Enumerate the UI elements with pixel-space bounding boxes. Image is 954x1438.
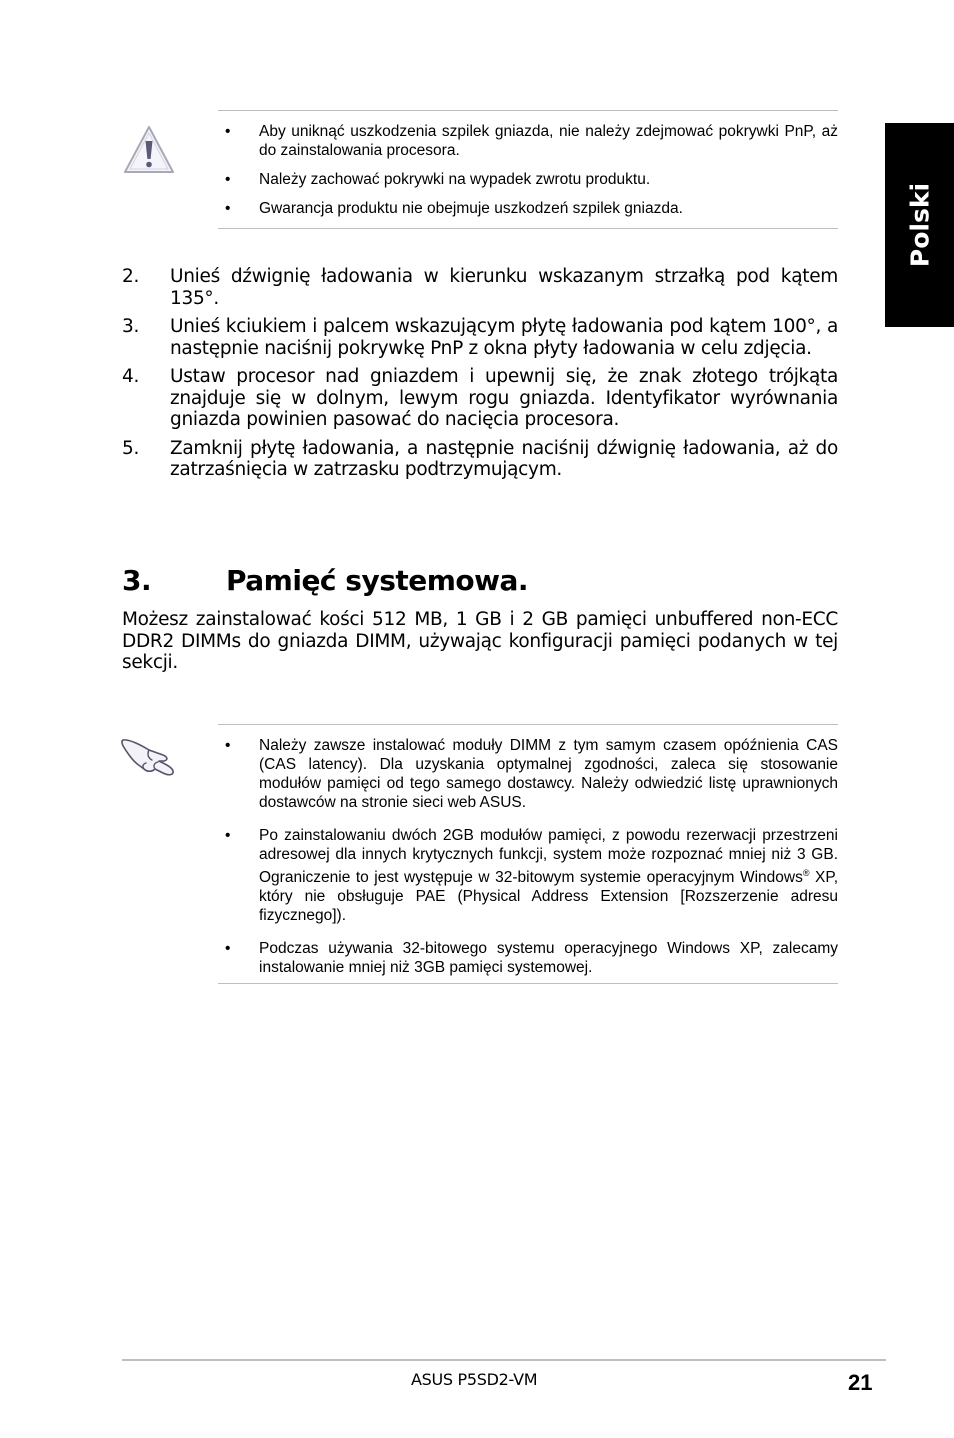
step-text: Unieś dźwignię ładowania w kierunku wskazanym strzałką pod kątem 135°. xyxy=(170,266,838,309)
installation-steps xyxy=(122,266,838,488)
step-number: 4. xyxy=(122,366,140,387)
section-number: 3. xyxy=(122,564,152,597)
caution-notice xyxy=(218,110,838,229)
caution-item-text: Gwarancja produktu nie obejmuje uszkodzeń szpilek gniazda. xyxy=(259,200,683,217)
pointing-hand-icon xyxy=(119,736,177,778)
section-body: Możesz zainstalować kości 512 MB, 1 GB i 2 GB pamięci unbuffered non-ECC DDR2 DIMMs do gniazda DIMM, używając konfiguracji pamięci podanych w tej sekcji. xyxy=(122,609,838,673)
caution-item xyxy=(218,199,838,218)
note-item-text-cont: XP, który nie obsługuje PAE (Physical Address Extension [Rozszerzenie adresu fizycznego]). xyxy=(259,869,838,925)
step-number: 3. xyxy=(122,316,140,337)
step-number: 5. xyxy=(122,437,140,459)
note-item-text: Podczas używania 32-bitowego systemu operacyjnego Windows XP, zalecamy instalowanie mniej niż 3GB pamięci systemowej. xyxy=(259,940,838,977)
caution-item xyxy=(218,122,838,160)
bullet: • xyxy=(225,827,231,844)
note-item-text: Po zainstalowaniu dwóch 2GB modułów pamięci, z powodu rezerwacji przestrzeni adresowej dla innych krytycznych funkcji, system może rozpoznać mniej niż 3 GB. Ograniczenie to jest występuje w 32-bitowym systemie operacyjnym Windows xyxy=(259,827,838,887)
step-number: 2. xyxy=(122,266,140,287)
step-text: Ustaw procesor nad gniazdem i upewnij się, że znak złotego trójkąta znajduje się w dolnym, lewym rogu gniazda. Identyfikator wyrównania gniazda powinien pasować do nacięcia procesora. xyxy=(170,366,838,430)
bullet: • xyxy=(225,123,231,140)
caution-item xyxy=(218,170,838,189)
language-tab xyxy=(885,123,954,327)
step-text: Unieś kciukiem i palcem wskazującym płytę ładowania pod kątem 100°, a następnie naciśnij pokrywkę PnP z okna płyty ładowania w celu zdjęcia. xyxy=(170,316,838,359)
note-notice xyxy=(218,724,838,984)
caution-item-text: Aby uniknąć uszkodzenia szpilek gniazda, nie należy zdejmować pokrywki PnP, aż do zainstalowania procesora. xyxy=(259,123,838,159)
bullet: • xyxy=(225,737,231,754)
caution-item-text: Należy zachować pokrywki na wypadek zwrotu produktu. xyxy=(259,171,651,188)
warning-triangle-icon xyxy=(122,124,176,176)
footer-divider xyxy=(122,1359,886,1361)
step-item xyxy=(122,438,838,481)
language-tab-label: Polski xyxy=(905,182,934,268)
step-item xyxy=(122,366,838,431)
step-text: Zamknij płytę ładowania, a następnie naciśnij dźwignię ładowania, aż do zatrzaśnięcia w zatrzasku podtrzymującym. xyxy=(170,437,838,480)
step-item xyxy=(122,266,838,309)
footer-model-name: ASUS P5SD2-VM xyxy=(411,1370,538,1389)
note-item xyxy=(218,939,838,977)
note-list xyxy=(218,736,838,977)
note-item xyxy=(218,826,838,925)
section-title: Pamięć systemowa. xyxy=(226,564,529,597)
page-number: 21 xyxy=(848,1370,873,1395)
section-heading xyxy=(122,561,528,601)
bullet: • xyxy=(225,171,231,188)
step-item xyxy=(122,316,838,359)
caution-list xyxy=(218,122,838,218)
note-item-text: Należy zawsze instalować moduły DIMM z tym samym czasem opóźnienia CAS (CAS latency). Dla uzyskania optymalnej zgodności, zaleca się stosowanie modułów pamięci od tego samego dostawcy. Należy odwiedzić listę uprawnionych dostawców na stronie sieci web ASUS. xyxy=(259,737,838,811)
note-item xyxy=(218,736,838,812)
bullet: • xyxy=(225,940,231,958)
bullet: • xyxy=(225,200,231,217)
registered-mark: ® xyxy=(802,868,810,878)
